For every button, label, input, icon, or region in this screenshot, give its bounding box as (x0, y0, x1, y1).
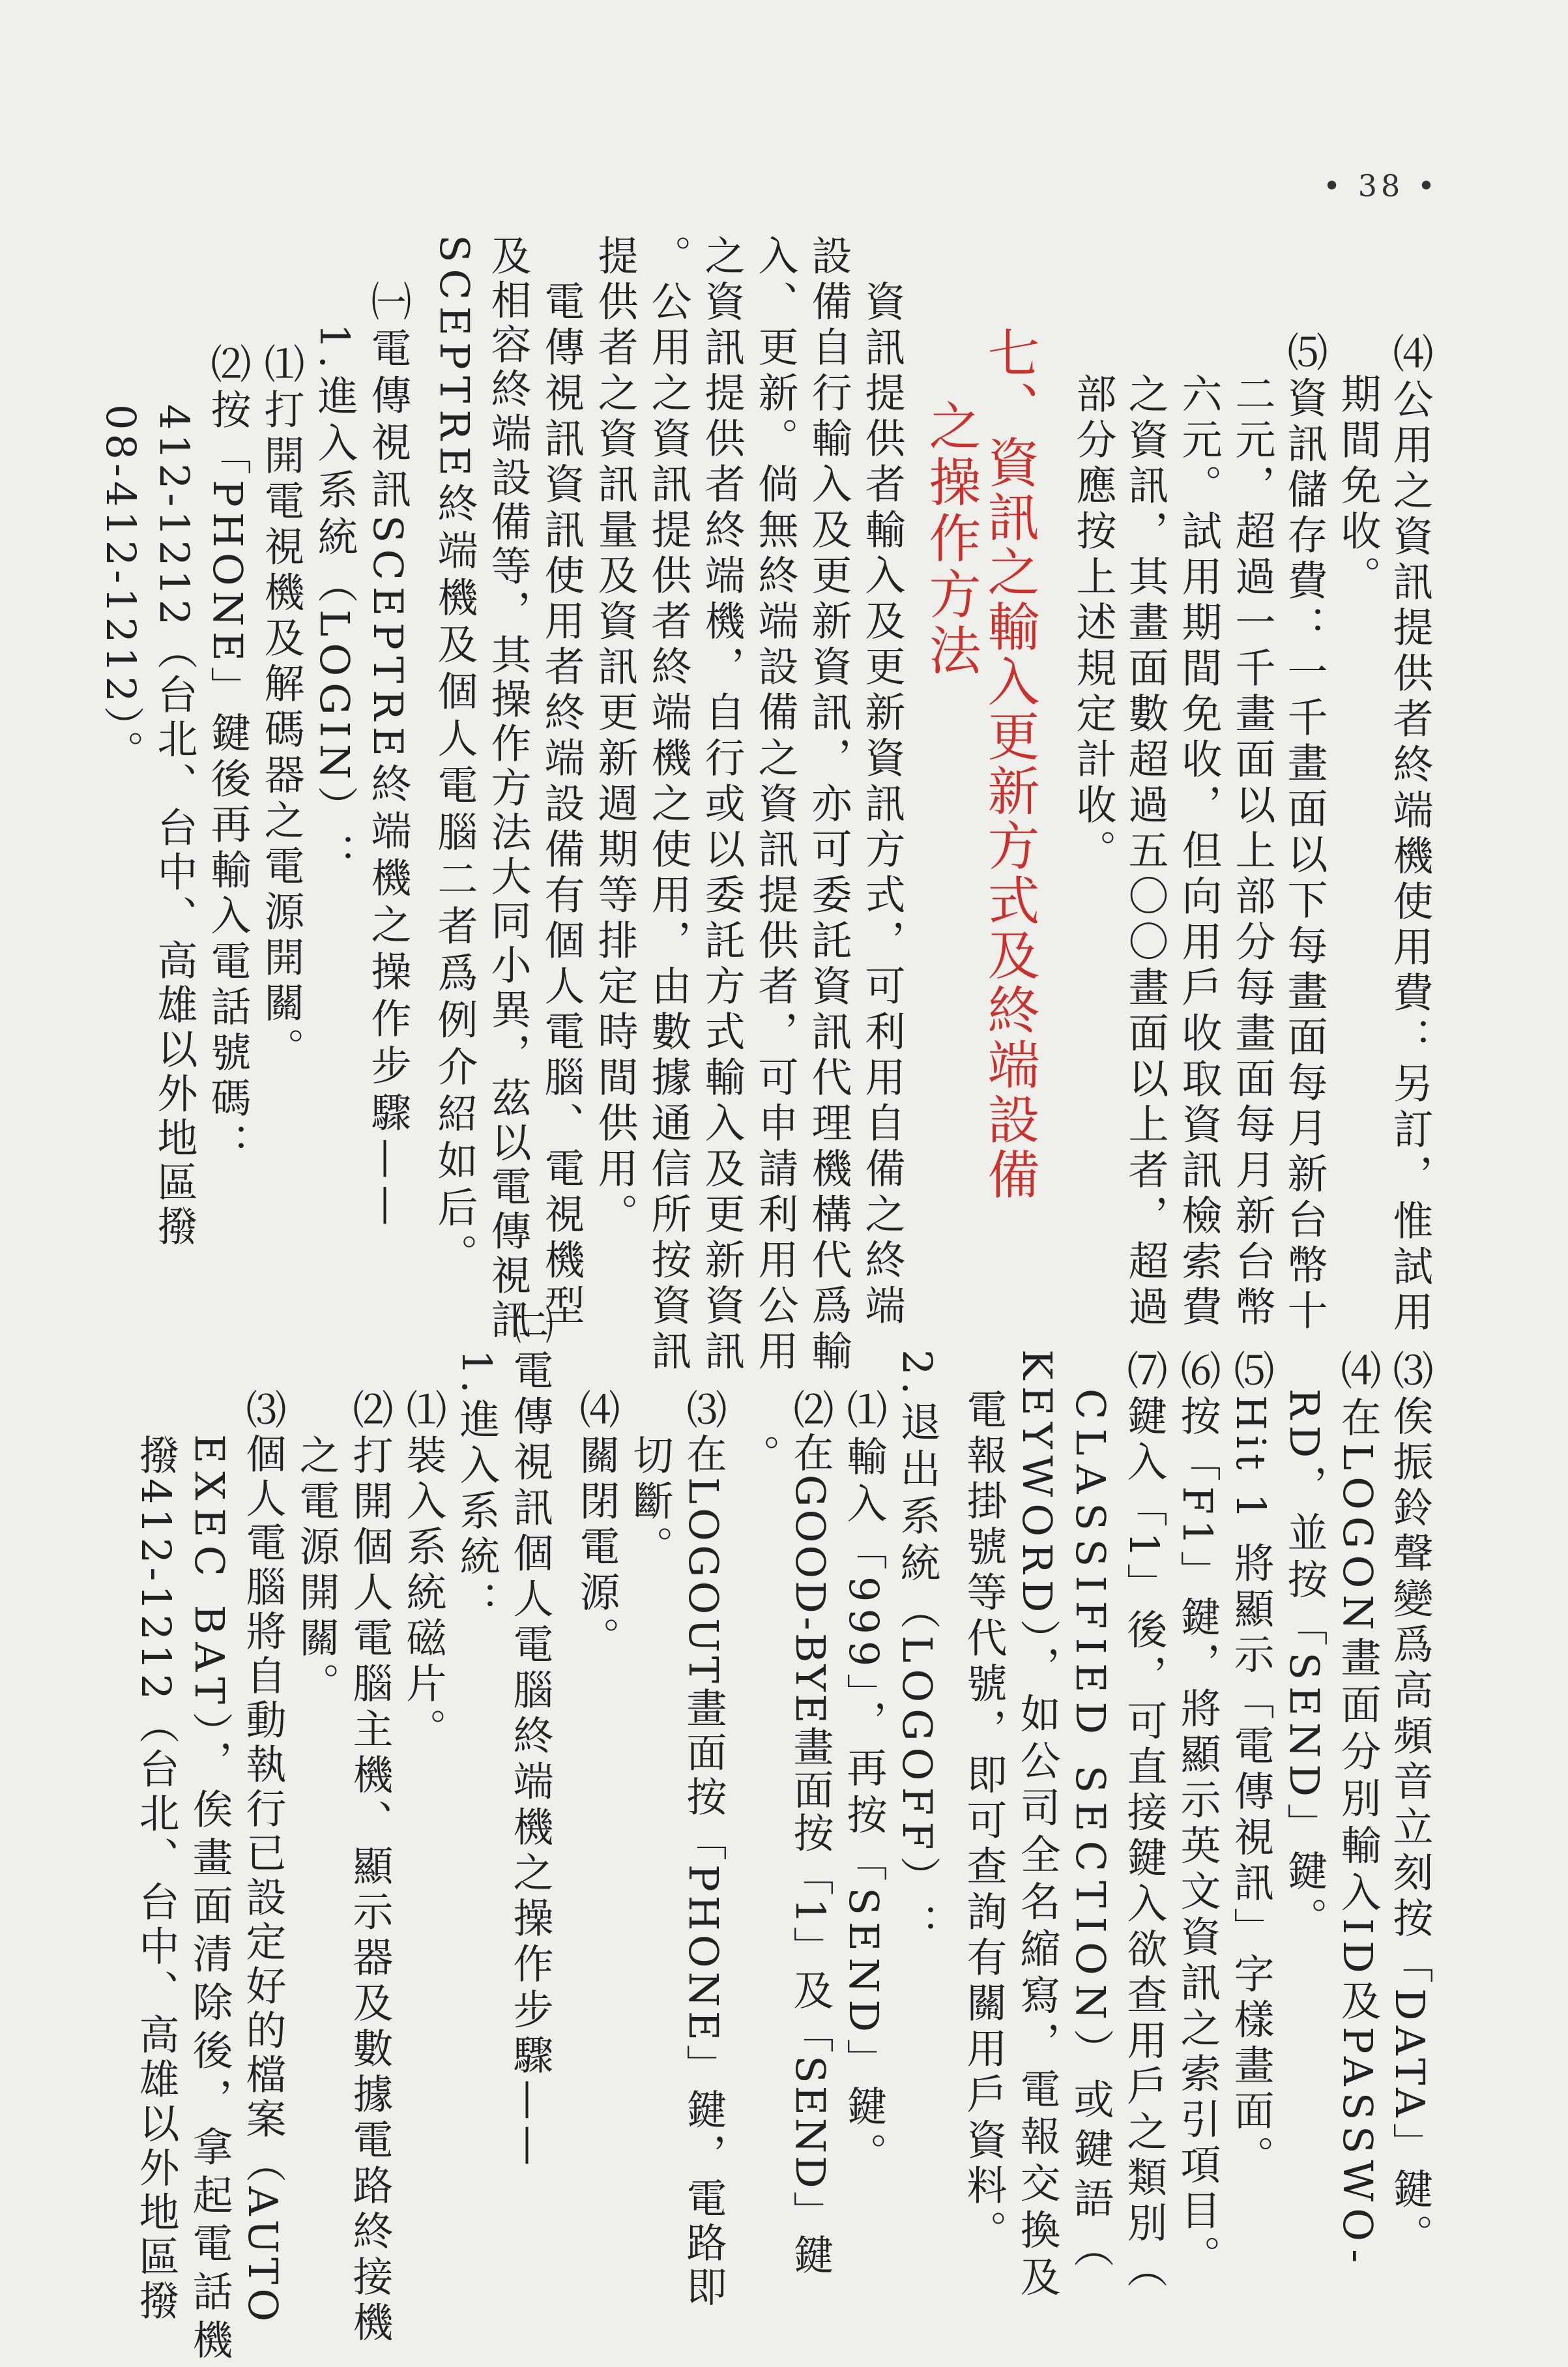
text-column: 提供者之資訊量及資訊更新週期等排定時間供用。 (591, 235, 639, 1239)
text-column: ⑶在LOGOUT畫面按「PHONE」鍵，電路即 (680, 1389, 727, 2311)
text-column: ⑷公用之資訊提供者終端機使用費：另訂，惟試用 (1386, 332, 1434, 1336)
text-column: 及相容終端設備等，其操作方法大同小異，茲以電傳視訊 (484, 235, 532, 1343)
text-column: KEYWORD），如公司全名縮寫，電報交換及 (1013, 1349, 1061, 2303)
page-number: • 38 • (1323, 168, 1440, 203)
text-column: ⑶個人電腦將自動執行已設定好的檔案（AUTO (239, 1389, 287, 2326)
text-column: ㈠電傳視訊SCEPTRE終端機之操作步驟—— (364, 280, 412, 1233)
text-column: 。 (733, 1434, 781, 1480)
text-column: ⑵按「PHONE」鍵後再輸入電話號碼： (204, 343, 252, 1169)
text-column: 期間免收。 (1334, 373, 1382, 601)
text-column: 。公用之資訊提供者終端機之使用，由數據通信所按資訊 (645, 235, 692, 1375)
text-column: 撥412-1212（台北、台中、高雄以外地區撥 (132, 1434, 180, 2325)
text-column: 部分應按上述規定計收。 (1069, 373, 1117, 875)
section-title: 七、資訊之輸入更新方式及終端設備 (979, 326, 1039, 1202)
text-column: CLASSIFIED SECTION）或鍵語（ (1067, 1389, 1114, 2277)
text-column: ⑺鍵入「1」後，可直接鍵入欲查用戶之類別（ (1120, 1349, 1168, 2293)
text-column: ⑴打開電視機及解碼器之電源開關。 (257, 343, 305, 1073)
text-column: 電傳視訊資訊使用者終端設備有個人電腦、電視機型 (538, 280, 585, 1330)
text-column: ㈡電傳視訊個人電腦終端機之操作步驟—— (506, 1304, 554, 2171)
text-column: 08-412-1212）。 (97, 404, 145, 774)
text-column: 資訊提供者輸入及更新資訊方式，可利用自備之終端 (858, 280, 906, 1330)
text-column: ⑹按「F1」鍵，將顯示英文資訊之索引項目。 (1174, 1349, 1221, 2281)
text-column: EXEC BAT），俟畫面清除後，拿起電話機 (186, 1434, 233, 2367)
text-column: 1.進入系統（LOGIN）： (311, 323, 358, 880)
text-column: 1.進入系統： (453, 1349, 501, 1627)
text-column: 設備自行輸入及更新資訊，亦可委託資訊代理機構代爲輸 (805, 235, 852, 1375)
text-column: 之電源開關。 (293, 1434, 340, 1708)
text-column: ⑸資訊儲存費：一千畫面以下每畫面每月新台幣十 (1281, 331, 1328, 1335)
text-column: ⑸Hit 1 將顯示「電傳視訊」字樣畫面。 (1227, 1349, 1275, 2181)
section-title-continued: 之操作方法 (920, 399, 981, 679)
text-column: RD，並按「SEND」鍵。 (1281, 1389, 1328, 1945)
text-column: 412-1212（台北、台中、高雄以外地區撥 (151, 404, 198, 1250)
text-column: ⑵在GOOD-BYE畫面按「1」及「SEND」鍵 (787, 1389, 834, 2277)
text-column: 二元，超過一千畫面以上部分每畫面每月新台幣 (1228, 373, 1276, 1331)
text-column: 之資訊，其畫面數超過五〇〇畫面以上者，超過 (1122, 373, 1169, 1331)
text-column: 入、更新。倘無終端設備之資訊提供者，可申請利用公用 (751, 235, 799, 1375)
text-column: 切斷。 (626, 1434, 674, 1571)
text-column: 2.退出系統（LOGOFF）： (893, 1349, 941, 1950)
text-column: ⑷關閉電源。 (573, 1389, 620, 1662)
text-column: 電報掛號等代號，即可查詢有關用戶資料。 (960, 1389, 1008, 2256)
text-column: SCEPTRE終端機及個人電腦二者爲例介紹如后。 (431, 235, 478, 1281)
text-column: ⑴裝入系統磁片。 (399, 1389, 447, 1754)
text-column: ⑴輸入「999」，再按「SEND」鍵。 (840, 1389, 888, 2180)
text-column: ⑵打開個人電腦主機、顯示器及數據電路終接機 (346, 1389, 394, 2347)
text-column: ⑶俟振鈴聲變爲高頻音立刻按「DATA」鍵。 (1386, 1349, 1434, 2259)
text-column: ⑷在LOGON畫面分別輸入ID及PASSWO- (1334, 1349, 1382, 2270)
text-column: 六元。試用期間免收，但向用戶收取資訊檢索費 (1175, 373, 1223, 1331)
text-column: 之資訊提供者終端機，自行或以委託方式輸入及更新資訊 (698, 235, 746, 1375)
